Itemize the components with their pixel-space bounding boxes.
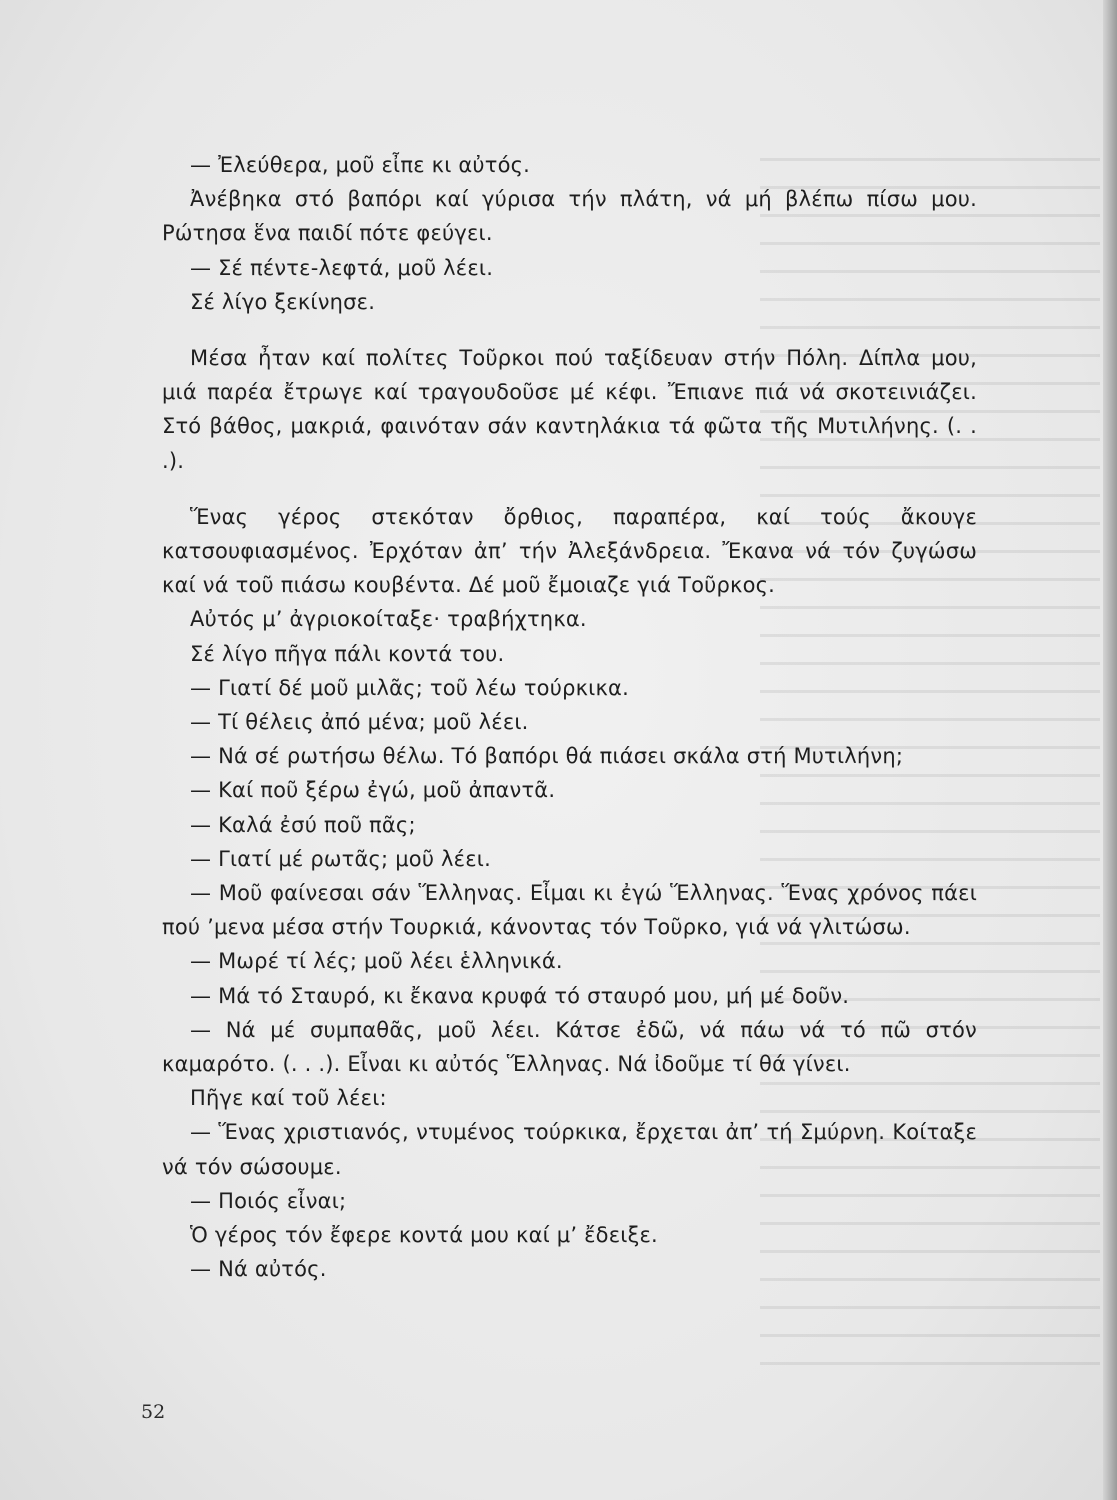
dialogue-line: — Καί ποῦ ξέρω ἐγώ, μοῦ ἀπαντᾶ. [190, 778, 556, 803]
dialogue-line: — Νά μέ συμπαθᾶς, μοῦ λέει. Κάτσε ἐδῶ, νά πάω νά τό πῶ στόν καμαρότο. (. . .). Εἶναι κι αὐτός Ἕλληνας. Νά ἰδοῦμε τί θά γίνει. [162, 1017, 977, 1077]
paragraph: Πῆγε καί τοῦ λέει: [190, 1086, 387, 1111]
page-spine-shadow [1103, 0, 1117, 1500]
dialogue-line: — Μωρέ τί λές; μοῦ λέει ἑλληνικά. [190, 949, 563, 974]
page-number: 52 [141, 1401, 166, 1423]
paragraph: Σέ λίγο πῆγα πάλι κοντά του. [190, 641, 505, 666]
paragraph: Μέσα ἦταν καί πολίτες Τοῦρκοι πού ταξίδευαν στήν Πόλη. Δίπλα μου, μιά παρέα ἔτρωγε καί τραγουδοῦσε μέ κέφι. Ἔπιανε πιά νά σκοτεινιάζει. Στό βάθος, μακριά, φαινόταν σάν καντηλάκια τά φῶτα τῆς Μυτιλήνης. (. . .). [162, 346, 977, 473]
dialogue-line: — Γιατί δέ μοῦ μιλᾶς; τοῦ λέω τούρκικα. [190, 675, 629, 700]
dialogue-line: — Καλά ἐσύ ποῦ πᾶς; [190, 812, 416, 837]
dialogue-line: — Μοῦ φαίνεσαι σάν Ἕλληνας. Εἶμαι κι ἐγώ Ἕλληνας. Ἕνας χρόνος πάει πού ’μενα μέσα στήν Τουρκιά, κάνοντας τόν Τοῦρκο, γιά νά γλιτώσω. [162, 881, 977, 940]
dialogue-line: — Ποιός εἶναι; [190, 1188, 347, 1213]
paragraph: Ἕνας γέρος στεκόταν ὄρθιος, παραπέρα, καί τούς ἄκουγε κατσουφιασμένος. Ἐρχόταν ἀπ’ τήν Ἀλεξάνδρεια. Ἔκανα νά τόν ζυγώσω καί νά τοῦ πιάσω κουβέντα. Δέ μοῦ ἔμοιαζε γιά Τοῦρκος. [162, 504, 977, 598]
dialogue-line: — Τί θέλεις ἀπό μένα; μοῦ λέει. [190, 710, 529, 735]
dialogue-line: — Νά σέ ρωτήσω θέλω. Τό βαπόρι θά πιάσει σκάλα στή Μυτιλήνη; [190, 744, 904, 769]
dialogue-line: — Ἐλεύθερα, μοῦ εἶπε κι αὐτός. [190, 153, 531, 177]
dialogue-line: — Νά αὐτός. [190, 1257, 327, 1282]
paragraph: Σέ λίγο ξεκίνησε. [190, 289, 376, 314]
dialogue-line: — Σέ πέντε-λεφτά, μοῦ λέει. [190, 255, 494, 280]
paragraph: Ἀνέβηκα στό βαπόρι καί γύρισα τήν πλάτη, νά μή βλέπω πίσω μου. Ρώτησα ἕνα παιδί πότε φεύγει. [162, 187, 977, 246]
paragraph: Αὐτός μ’ ἀγριοκοίταξε· τραβήχτηκα. [190, 607, 587, 632]
dialogue-line: — Μά τό Σταυρό, κι ἔκανα κρυφά τό σταυρό μου, μή μέ δοῦν. [190, 983, 850, 1008]
body-text [162, 148, 977, 1287]
dialogue-line: — Γιατί μέ ρωτᾶς; μοῦ λέει. [190, 846, 491, 871]
paragraph: Ὁ γέρος τόν ἔφερε κοντά μου καί μ’ ἔδειξε. [190, 1223, 658, 1248]
dialogue-line: — Ἕνας χριστιανός, ντυμένος τούρκικα, ἔρχεται ἀπ’ τή Σμύρνη. Κοίταξε νά τόν σώσουμε. [162, 1120, 977, 1179]
